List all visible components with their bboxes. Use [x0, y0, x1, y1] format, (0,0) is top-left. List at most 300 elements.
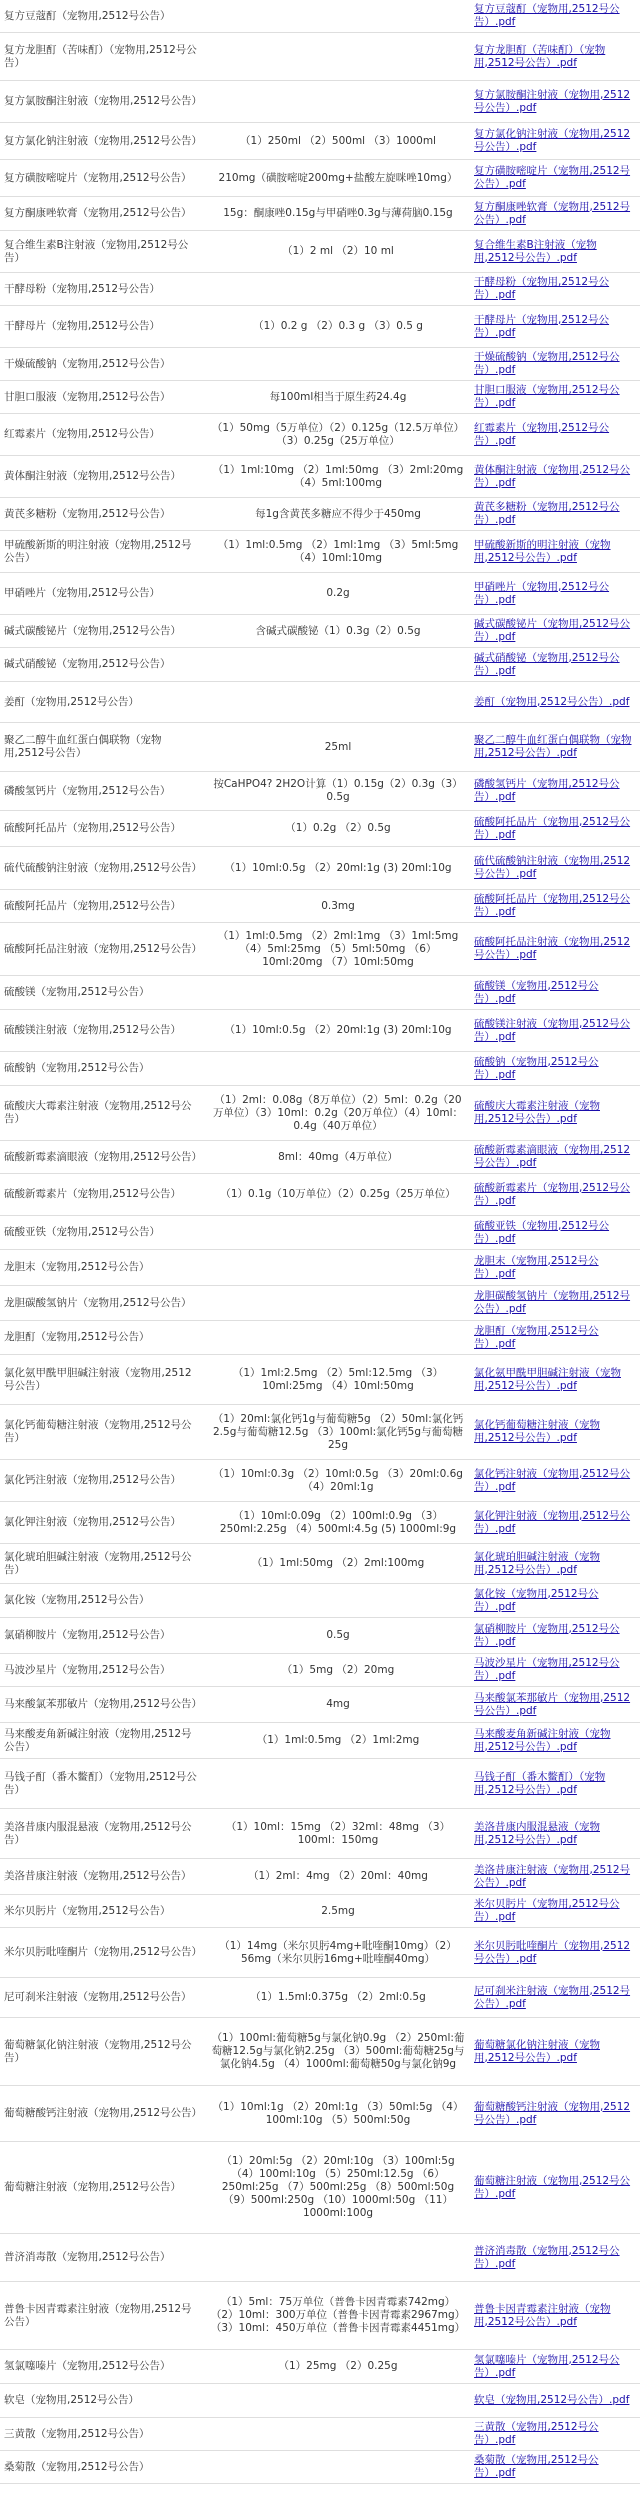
table-row: [0, 160, 640, 197]
specification-cell: 含碱式碳酸铋（1）0.3g（2）0.5g: [255, 624, 421, 637]
file-cell: [470, 1584, 640, 1618]
file-cell: [470, 2350, 640, 2384]
drug-name-cell: 氯化钙注射液（宠物用,2512号公告）: [4, 1474, 182, 1486]
drug-name-cell: 马来酸麦角新碱注射液（宠物用,2512号公告）: [4, 1727, 192, 1753]
drug-name-cell: 氯化琥珀胆碱注射液（宠物用,2512号公告）: [4, 1550, 192, 1576]
file-cell: [470, 723, 640, 772]
file-cell: [470, 1654, 640, 1687]
file-cell: [470, 923, 640, 976]
table-row: [0, 1723, 640, 1759]
specification-cell: 0.3mg: [321, 899, 355, 912]
file-cell: [470, 456, 640, 498]
specification-cell: 每1g含黄芪多糖应不得少于450mg: [255, 507, 421, 520]
table-row: [0, 1618, 640, 1654]
drug-name-cell: 硫酸阿托品片（宠物用,2512号公告）: [4, 822, 182, 834]
pdf-download-link[interactable]: 葡萄糖注射液（宠物用,2512号公告）.pdf: [474, 2174, 631, 2200]
specification-cell: [206, 81, 470, 123]
specification-cell: [206, 682, 470, 723]
table-row: [0, 1250, 640, 1286]
file-cell: [470, 1859, 640, 1895]
specification-cell: [206, 2384, 470, 2418]
drug-name-cell: 复合维生素B注射液（宠物用,2512号公告）: [4, 238, 189, 264]
pdf-download-link[interactable]: 硫酸镁（宠物用,2512号公告）.pdf: [474, 979, 599, 1005]
drug-name-cell: 甘胆口服液（宠物用,2512号公告）: [4, 390, 171, 403]
specification-cell: （1）10ml:1g （2）20ml:1g （3）50ml:5g （4）100ml:10g （5）500ml:50g: [212, 2100, 464, 2126]
drug-name-cell: 碱式碳酸铋片（宠物用,2512号公告）: [4, 624, 182, 637]
specification-cell: （1）1ml:0.5mg （2）2ml:1mg （3）1ml:5mg （4）5ml:25mg （5）5ml:50mg （6）10ml:20mg （7）10ml:50mg: [217, 929, 459, 968]
specification-cell: （1）20ml:5g （2）20ml:10g （3）100ml:5g （4）100ml:10g （5）250ml:12.5g （6）250ml:25g （7）500ml:25g （8）500ml:50g （9）500ml:250g （10）1000ml:50g （11）1000ml:100g: [221, 2155, 455, 2219]
drug-name-cell: 龙胆酊（宠物用,2512号公告）: [4, 1331, 150, 1343]
drug-name-cell: 桑菊散（宠物用,2512号公告）: [4, 2460, 150, 2473]
table-row: [0, 2234, 640, 2282]
table-row: [0, 615, 640, 648]
specification-cell: 每100ml相当于原生药24.4g: [269, 390, 407, 403]
pdf-download-link[interactable]: 甲硫酸新斯的明注射液（宠物用,2512号公告）.pdf: [474, 538, 611, 564]
specification-cell: [206, 273, 470, 306]
specification-cell: [206, 1250, 470, 1286]
drug-name-cell: 硫代硫酸钠注射液（宠物用,2512号公告）: [4, 861, 203, 874]
table-row: [0, 1895, 640, 1928]
file-cell: [470, 1895, 640, 1928]
specification-cell: （1）5ml：75万单位（普鲁卡因青霉素742mg） （2）10ml：300万单位（普鲁卡因青霉素2967mg） （3）10ml：450万单位（普鲁卡因青霉素4451mg）: [210, 2296, 466, 2334]
pdf-download-link[interactable]: 桑菊散（宠物用,2512号公告）.pdf: [474, 2454, 599, 2479]
pdf-download-link[interactable]: 甲硝唑片（宠物用,2512号公告）.pdf: [474, 580, 610, 606]
pdf-download-link[interactable]: 马来酸麦角新碱注射液（宠物用,2512号公告）.pdf: [474, 1727, 611, 1753]
drug-name-cell: 马波沙星片（宠物用,2512号公告）: [4, 1663, 171, 1676]
specification-cell: （1）10ml：15mg （2）32ml：48mg （3）100ml：150mg: [225, 1820, 451, 1846]
file-cell: [470, 123, 640, 160]
table-row: [0, 2350, 640, 2384]
drug-name-cell: 硫酸镁注射液（宠物用,2512号公告）: [4, 1024, 182, 1036]
file-cell: [470, 1928, 640, 1978]
drug-name-cell: 甲硝唑片（宠物用,2512号公告）: [4, 587, 161, 599]
file-cell: [470, 2086, 640, 2142]
file-cell: [470, 197, 640, 231]
specification-cell: （1）1ml:10mg （2）1ml:50mg （3）2ml:20mg （4）5ml:100mg: [212, 463, 464, 489]
table-row: [0, 1928, 640, 1978]
specification-cell: （1）1ml:2.5mg （2）5ml:12.5mg （3）10ml:25mg （4）10ml:50mg: [232, 1366, 444, 1392]
specification-cell: （1）25mg （2）0.25g: [278, 2360, 398, 2372]
drug-name-cell: 硫酸钠（宠物用,2512号公告）: [4, 1062, 150, 1074]
pdf-download-link[interactable]: 普鲁卡因青霉素注射液（宠物用,2512号公告）.pdf: [474, 2302, 611, 2328]
drug-name-cell: 普鲁卡因青霉素注射液（宠物用,2512号公告）: [4, 2302, 192, 2328]
file-cell: [470, 1405, 640, 1460]
pdf-download-link[interactable]: 硫酸新霉素片（宠物用,2512号公告）.pdf: [474, 1181, 631, 1207]
file-cell: [470, 381, 640, 414]
table-row: [0, 1321, 640, 1355]
specification-cell: [206, 648, 470, 682]
specification-cell: （1）5mg （2）20mg: [281, 1663, 395, 1676]
specification-cell: [206, 2234, 470, 2282]
file-cell: [470, 1052, 640, 1086]
pdf-download-link[interactable]: 复方龙胆酊（苦味酊）（宠物用,2512号公告）.pdf: [474, 43, 606, 69]
file-cell: [470, 1618, 640, 1654]
pdf-download-link[interactable]: 氯化钾注射液（宠物用,2512号公告）.pdf: [474, 1509, 631, 1535]
specification-cell: （1）14mg（米尔贝肟4mg+吡喹酮10mg）（2）56mg（米尔贝肟16mg+吡喹酮40mg）: [219, 1939, 457, 1965]
drug-name-cell: 马来酸氯苯那敏片（宠物用,2512号公告）: [4, 1698, 203, 1710]
pdf-download-link[interactable]: 姜酊（宠物用,2512号公告）.pdf: [474, 695, 630, 708]
pdf-download-link[interactable]: 氯化氨甲酰甲胆碱注射液（宠物用,2512号公告）.pdf: [474, 1366, 621, 1392]
pdf-download-link[interactable]: 龙胆碳酸氢钠片（宠物用,2512号公告）.pdf: [474, 1290, 631, 1315]
pdf-download-link[interactable]: 三黄散（宠物用,2512号公告）.pdf: [474, 2421, 599, 2446]
file-cell: [470, 772, 640, 811]
specification-cell: 8ml：40mg（4万单位）: [278, 1150, 398, 1163]
file-cell: [470, 1321, 640, 1355]
drug-name-cell: 尼可刹米注射液（宠物用,2512号公告）: [4, 1991, 192, 2003]
file-cell: [470, 1355, 640, 1405]
specification-cell: （1）10ml:0.3g （2）10ml:0.5g （3）20ml:0.6g （4）20ml:1g: [213, 1467, 463, 1493]
specification-cell: [206, 0, 470, 33]
pdf-download-link[interactable]: 葡萄糖酸钙注射液（宠物用,2512号公告）.pdf: [474, 2100, 631, 2126]
pdf-download-link[interactable]: 硫酸阿托品片（宠物用,2512号公告）.pdf: [474, 893, 631, 918]
pdf-download-link[interactable]: 氯化琥珀胆碱注射液（宠物用,2512号公告）.pdf: [474, 1550, 600, 1576]
pdf-download-link[interactable]: 硫代硫酸钠注射液（宠物用,2512号公告）.pdf: [474, 855, 631, 880]
pdf-download-link[interactable]: 复方酮康唑软膏（宠物用,2512号公告）.pdf: [474, 200, 631, 226]
pdf-download-link[interactable]: 硫酸钠（宠物用,2512号公告）.pdf: [474, 1055, 599, 1081]
table-row: [0, 273, 640, 306]
table-row: [0, 1584, 640, 1618]
pdf-download-link[interactable]: 复方磺胺嘧啶片（宠物用,2512号公告）.pdf: [474, 165, 631, 190]
specification-cell: 按CaHPO4? 2H2O计算（1）0.15g（2）0.3g（3）0.5g: [213, 778, 463, 803]
pdf-download-link[interactable]: 硫酸新霉素滴眼液（宠物用,2512号公告）.pdf: [474, 1144, 631, 1169]
table-row: [0, 1687, 640, 1723]
drug-name-cell: 氯化钾注射液（宠物用,2512号公告）: [4, 1516, 182, 1528]
pdf-download-link[interactable]: 葡萄糖氯化钠注射液（宠物用,2512号公告）.pdf: [474, 2038, 600, 2064]
specification-cell: 210mg（磺胺嘧啶200mg+盐酸左旋咪唑10mg）: [218, 171, 458, 184]
pdf-download-link[interactable]: 复合维生素B注射液（宠物用,2512号公告）.pdf: [474, 238, 597, 264]
drug-name-cell: 葡萄糖酸钙注射液（宠物用,2512号公告）: [4, 2107, 203, 2119]
pdf-download-link[interactable]: 硫酸阿托品注射液（宠物用,2512号公告）.pdf: [474, 936, 631, 961]
file-cell: [470, 2234, 640, 2282]
drug-name-cell: 美洛昔康内服混悬液（宠物用,2512号公告）: [4, 1820, 192, 1846]
table-row: [0, 923, 640, 976]
specification-cell: [206, 348, 470, 381]
pdf-download-link[interactable]: 黄体酮注射液（宠物用,2512号公告）.pdf: [474, 463, 631, 489]
pdf-download-link[interactable]: 米尔贝肟吡喹酮片（宠物用,2512号公告）.pdf: [474, 1939, 631, 1965]
drug-name-cell: 氢氯噻嗪片（宠物用,2512号公告）: [4, 2360, 171, 2372]
specification-cell: 0.5g: [326, 1629, 350, 1641]
file-cell: [470, 33, 640, 81]
specification-cell: （1）10ml:0.09g （2）100ml:0.9g （3）250ml:2.25g （4）500ml:4.5g (5) 1000ml:9g: [219, 1509, 457, 1535]
drug-name-cell: 碱式硝酸铋（宠物用,2512号公告）: [4, 658, 171, 670]
specification-cell: （1）1ml:0.5mg （2）1ml:2mg: [256, 1734, 420, 1746]
pdf-download-link[interactable]: 复方豆蔻酊（宠物用,2512号公告）.pdf: [474, 3, 620, 28]
pdf-download-link[interactable]: 美洛昔康注射液（宠物用,2512号公告）.pdf: [474, 1863, 631, 1889]
specification-cell: 2.5mg: [321, 1904, 355, 1917]
table-row: [0, 2142, 640, 2234]
pdf-download-link[interactable]: 氯化铵（宠物用,2512号公告）.pdf: [474, 1587, 599, 1613]
table-row: [0, 2384, 640, 2418]
specification-cell: （1）0.1g（10万单位）（2）0.25g（25万单位）: [220, 1188, 456, 1200]
file-cell: [470, 1502, 640, 1544]
table-row: [0, 1654, 640, 1687]
pdf-download-link[interactable]: 硫酸阿托品片（宠物用,2512号公告）.pdf: [474, 815, 631, 841]
pdf-download-link[interactable]: 软皂（宠物用,2512号公告）.pdf: [474, 2394, 630, 2406]
file-cell: [470, 1010, 640, 1052]
table-row: [0, 456, 640, 498]
table-row: [0, 306, 640, 348]
pdf-download-link[interactable]: 干燥硫酸钠（宠物用,2512号公告）.pdf: [474, 351, 620, 376]
pdf-download-link[interactable]: 龙胆末（宠物用,2512号公告）.pdf: [474, 1254, 599, 1280]
table-row: [0, 414, 640, 456]
file-cell: [470, 2282, 640, 2350]
pdf-download-link[interactable]: 米尔贝肟片（宠物用,2512号公告）.pdf: [474, 1898, 620, 1923]
drug-name-cell: 米尔贝肟吡喹酮片（宠物用,2512号公告）: [4, 1946, 203, 1958]
pdf-download-link[interactable]: 复方氯化钠注射液（宠物用,2512号公告）.pdf: [474, 128, 631, 153]
pdf-download-link[interactable]: 硫酸亚铁（宠物用,2512号公告）.pdf: [474, 1219, 610, 1245]
specification-cell: [206, 976, 470, 1010]
table-row: [0, 1809, 640, 1859]
file-cell: [470, 414, 640, 456]
drug-name-cell: 硫酸镁（宠物用,2512号公告）: [4, 986, 150, 998]
file-cell: [470, 890, 640, 923]
file-cell: [470, 976, 640, 1010]
file-cell: [470, 682, 640, 723]
table-row: [0, 573, 640, 615]
table-row: [0, 1978, 640, 2018]
table-row: [0, 1502, 640, 1544]
file-cell: [470, 847, 640, 890]
table-row: [0, 1859, 640, 1895]
drug-name-cell: 复方酮康唑软膏（宠物用,2512号公告）: [4, 207, 192, 219]
table-row: [0, 847, 640, 890]
table-row: [0, 1174, 640, 1216]
drug-name-cell: 硫酸阿托品片（宠物用,2512号公告）: [4, 899, 182, 912]
drug-name-cell: 马钱子酊（番木鳖酊）（宠物用,2512号公告）: [4, 1770, 197, 1796]
specification-cell: （1）250ml （2）500ml （3）1000ml: [240, 134, 436, 147]
specification-cell: （1）10ml:0.5g （2）20ml:1g (3) 20ml:10g: [224, 1024, 452, 1036]
specification-cell: [206, 1052, 470, 1086]
drug-name-cell: 姜酊（宠物用,2512号公告）: [4, 695, 140, 708]
table-row: [0, 498, 640, 531]
drug-name-cell: 干酵母片（宠物用,2512号公告）: [4, 320, 161, 332]
specification-cell: [206, 2451, 470, 2484]
file-cell: [470, 1086, 640, 1141]
drug-name-cell: 复方磺胺嘧啶片（宠物用,2512号公告）: [4, 171, 192, 184]
file-cell: [470, 615, 640, 648]
pdf-download-link[interactable]: 复方氯胺酮注射液（宠物用,2512号公告）.pdf: [474, 88, 631, 114]
pdf-download-link[interactable]: 甘胆口服液（宠物用,2512号公告）.pdf: [474, 384, 620, 409]
specification-cell: [206, 1286, 470, 1321]
specification-cell: [206, 33, 470, 81]
table-row: [0, 890, 640, 923]
file-cell: [470, 1978, 640, 2018]
drug-name-cell: 甲硫酸新斯的明注射液（宠物用,2512号公告）: [4, 538, 192, 564]
file-cell: [470, 1250, 640, 1286]
file-cell: [470, 1687, 640, 1723]
pdf-download-link[interactable]: 马波沙星片（宠物用,2512号公告）.pdf: [474, 1657, 620, 1682]
pdf-download-link[interactable]: 马来酸氯苯那敏片（宠物用,2512号公告）.pdf: [474, 1691, 631, 1717]
drug-name-cell: 复方豆蔻酊（宠物用,2512号公告）: [4, 9, 171, 22]
file-cell: [470, 273, 640, 306]
drug-name-cell: 软皂（宠物用,2512号公告）: [4, 2394, 140, 2406]
pdf-download-link[interactable]: 龙胆酊（宠物用,2512号公告）.pdf: [474, 1324, 599, 1350]
table-row: [0, 1460, 640, 1502]
specification-cell: （1）2ml：4mg （2）20ml：40mg: [248, 1870, 428, 1882]
pdf-download-link[interactable]: 氯硝柳胺片（宠物用,2512号公告）.pdf: [474, 1622, 620, 1648]
file-cell: [470, 2142, 640, 2234]
table-row: [0, 1216, 640, 1250]
specification-cell: （1）0.2g （2）0.5g: [285, 822, 391, 834]
table-row: [0, 648, 640, 682]
pdf-download-link[interactable]: 马钱子酊（番木鳖酊）（宠物用,2512号公告）.pdf: [474, 1770, 606, 1796]
file-cell: [470, 2384, 640, 2418]
table-row: [0, 123, 640, 160]
specification-cell: （1）1.5ml:0.375g （2）2ml:0.5g: [250, 1991, 426, 2003]
pdf-download-link[interactable]: 磷酸氢钙片（宠物用,2512号公告）.pdf: [474, 778, 620, 803]
drug-name-cell: 硫酸阿托品注射液（宠物用,2512号公告）: [4, 942, 203, 955]
table-row: [0, 381, 640, 414]
drug-name-cell: 干酵母粉（宠物用,2512号公告）: [4, 282, 161, 295]
file-cell: [470, 1759, 640, 1809]
file-cell: [470, 573, 640, 615]
file-cell: [470, 1216, 640, 1250]
table-row: [0, 1086, 640, 1141]
drug-name-cell: 红霉素片（宠物用,2512号公告）: [4, 428, 161, 440]
pdf-download-link[interactable]: 普济消毒散（宠物用,2512号公告）.pdf: [474, 2244, 620, 2270]
specification-cell: （1）0.2 g （2）0.3 g （3）0.5 g: [253, 320, 423, 332]
specification-cell: （1）2 ml （2）10 ml: [282, 245, 394, 257]
specification-cell: [206, 1759, 470, 1809]
drug-name-cell: 磷酸氢钙片（宠物用,2512号公告）: [4, 784, 171, 797]
drug-name-cell: 龙胆碳酸氢钠片（宠物用,2512号公告）: [4, 1296, 192, 1309]
specification-cell: 4mg: [326, 1698, 350, 1710]
drug-name-cell: 硫酸亚铁（宠物用,2512号公告）: [4, 1226, 161, 1238]
pdf-download-link[interactable]: 硫酸镁注射液（宠物用,2512号公告）.pdf: [474, 1017, 631, 1043]
specification-cell: （1）100ml:葡萄糖5g与氯化钠0.9g （2）250ml:葡萄糖12.5g与氯化钠2.25g （3）500ml:葡萄糖25g与氯化钠4.5g （4）1000ml:葡萄糖50g与氯化钠9g: [211, 2032, 465, 2070]
file-cell: [470, 531, 640, 573]
drug-name-cell: 复方氯化钠注射液（宠物用,2512号公告）: [4, 134, 203, 147]
file-cell: [470, 1286, 640, 1321]
table-row: [0, 0, 640, 33]
file-cell: [470, 348, 640, 381]
table-row: [0, 348, 640, 381]
pdf-download-link[interactable]: 聚乙二醇牛血红蛋白偶联物（宠物用,2512号公告）.pdf: [474, 734, 632, 759]
specification-cell: [206, 1584, 470, 1618]
drug-name-cell: 复方氯胺酮注射液（宠物用,2512号公告）: [4, 95, 203, 107]
table-row: [0, 1544, 640, 1584]
file-cell: [470, 81, 640, 123]
specification-cell: 25ml: [324, 740, 352, 753]
drug-name-cell: 氯化铵（宠物用,2512号公告）: [4, 1594, 150, 1606]
pdf-download-link[interactable]: 红霉素片（宠物用,2512号公告）.pdf: [474, 421, 610, 447]
table-row: [0, 2451, 640, 2484]
table-row: [0, 1141, 640, 1174]
file-cell: [470, 306, 640, 348]
drug-name-cell: 氯化氨甲酰甲胆碱注射液（宠物用,2512号公告）: [4, 1366, 192, 1392]
drug-name-cell: 普济消毒散（宠物用,2512号公告）: [4, 2251, 171, 2263]
table-row: [0, 723, 640, 772]
specification-cell: （1）20ml:氯化钙1g与葡萄糖5g （2）50ml:氯化钙2.5g与葡萄糖12.5g （3）100ml:氯化钙5g与葡萄糖25g: [212, 1412, 464, 1451]
drug-name-cell: 龙胆末（宠物用,2512号公告）: [4, 1261, 150, 1273]
table-row: [0, 231, 640, 273]
specification-cell: [206, 1216, 470, 1250]
drug-name-cell: 复方龙胆酊（苦味酊）（宠物用,2512号公告）: [4, 43, 197, 69]
table-row: [0, 1052, 640, 1086]
drug-name-cell: 美洛昔康注射液（宠物用,2512号公告）: [4, 1870, 192, 1882]
table-row: [0, 197, 640, 231]
specification-cell: 0.2g: [326, 587, 350, 599]
file-cell: [470, 811, 640, 847]
table-row: [0, 2282, 640, 2350]
file-cell: [470, 498, 640, 531]
file-cell: [470, 160, 640, 197]
table-row: [0, 81, 640, 123]
specification-cell: 15g：酮康唑0.15g与甲硝唑0.3g与薄荷脑0.15g: [223, 207, 453, 219]
pdf-download-link[interactable]: 干酵母粉（宠物用,2512号公告）.pdf: [474, 276, 610, 301]
pdf-download-link[interactable]: 美洛昔康内服混悬液（宠物用,2512号公告）.pdf: [474, 1820, 600, 1846]
table-row: [0, 2418, 640, 2451]
drug-name-cell: 黄体酮注射液（宠物用,2512号公告）: [4, 470, 182, 482]
file-cell: [470, 231, 640, 273]
drug-name-cell: 氯化钙葡萄糖注射液（宠物用,2512号公告）: [4, 1419, 192, 1444]
pdf-download-link[interactable]: 氯化钙注射液（宠物用,2512号公告）.pdf: [474, 1467, 631, 1493]
pdf-download-link[interactable]: 碱式碳酸铋片（宠物用,2512号公告）.pdf: [474, 618, 631, 643]
drug-name-cell: 聚乙二醇牛血红蛋白偶联物（宠物用,2512号公告）: [4, 734, 162, 759]
table-row: [0, 772, 640, 811]
pdf-download-link[interactable]: 黄芪多糖粉（宠物用,2512号公告）.pdf: [474, 501, 620, 526]
file-cell: [470, 1809, 640, 1859]
drug-name-cell: 葡萄糖注射液（宠物用,2512号公告）: [4, 2181, 182, 2193]
table-row: [0, 2086, 640, 2142]
table-row: [0, 1405, 640, 1460]
file-cell: [470, 648, 640, 682]
specification-cell: （1）1ml:50mg （2）2ml:100mg: [251, 1557, 425, 1569]
table-row: [0, 2018, 640, 2086]
file-cell: [470, 1141, 640, 1174]
specification-cell: （1）2ml：0.08g（8万单位）（2）5ml：0.2g（20万单位）（3）10ml：0.2g（20万单位）（4）10ml：0.4g（40万单位）: [212, 1093, 464, 1132]
drug-name-cell: 氯硝柳胺片（宠物用,2512号公告）: [4, 1629, 171, 1641]
table-row: [0, 1010, 640, 1052]
table-row: [0, 1355, 640, 1405]
table-row: [0, 33, 640, 81]
file-cell: [470, 1174, 640, 1216]
file-cell: [470, 2418, 640, 2451]
table-row: [0, 682, 640, 723]
drug-name-cell: 硫酸庆大霉素注射液（宠物用,2512号公告）: [4, 1100, 192, 1125]
table-row: [0, 811, 640, 847]
specification-cell: （1）50mg（5万单位）（2）0.125g（12.5万单位）（3）0.25g（25万单位）: [211, 421, 465, 447]
drug-name-cell: 葡萄糖氯化钠注射液（宠物用,2512号公告）: [4, 2038, 192, 2064]
drug-name-cell: 硫酸新霉素滴眼液（宠物用,2512号公告）: [4, 1150, 203, 1163]
table-row: [0, 531, 640, 573]
table-row: [0, 976, 640, 1010]
drug-name-cell: 硫酸新霉素片（宠物用,2512号公告）: [4, 1188, 182, 1200]
drug-name-cell: 黄芪多糖粉（宠物用,2512号公告）: [4, 507, 171, 520]
specification-cell: （1）1ml:0.5mg （2）1ml:1mg （3）5ml:5mg （4）10ml:10mg: [217, 538, 459, 564]
drug-name-cell: 干燥硫酸钠（宠物用,2512号公告）: [4, 357, 171, 370]
specification-cell: [206, 2418, 470, 2451]
table-row: [0, 1286, 640, 1321]
file-cell: [470, 1723, 640, 1759]
drug-name-cell: 米尔贝肟片（宠物用,2512号公告）: [4, 1904, 171, 1917]
file-cell: [470, 2451, 640, 2484]
pdf-download-link[interactable]: 硫酸庆大霉素注射液（宠物用,2512号公告）.pdf: [474, 1100, 600, 1125]
file-cell: [470, 2018, 640, 2086]
pdf-download-link[interactable]: 氢氯噻嗪片（宠物用,2512号公告）.pdf: [474, 2353, 620, 2379]
specification-cell: （1）10ml:0.5g （2）20ml:1g (3) 20ml:10g: [224, 861, 452, 874]
pdf-download-link[interactable]: 碱式硝酸铋（宠物用,2512号公告）.pdf: [474, 651, 620, 677]
pdf-download-link[interactable]: 干酵母片（宠物用,2512号公告）.pdf: [474, 313, 610, 339]
table-row: [0, 1759, 640, 1809]
pdf-download-link[interactable]: 氯化钙葡萄糖注射液（宠物用,2512号公告）.pdf: [474, 1419, 600, 1444]
file-cell: [470, 0, 640, 33]
pdf-download-link[interactable]: 尼可刹米注射液（宠物用,2512号公告）.pdf: [474, 1984, 631, 2010]
file-cell: [470, 1544, 640, 1584]
drug-name-cell: 三黄散（宠物用,2512号公告）: [4, 2427, 150, 2440]
file-cell: [470, 1460, 640, 1502]
specification-cell: [206, 1321, 470, 1355]
